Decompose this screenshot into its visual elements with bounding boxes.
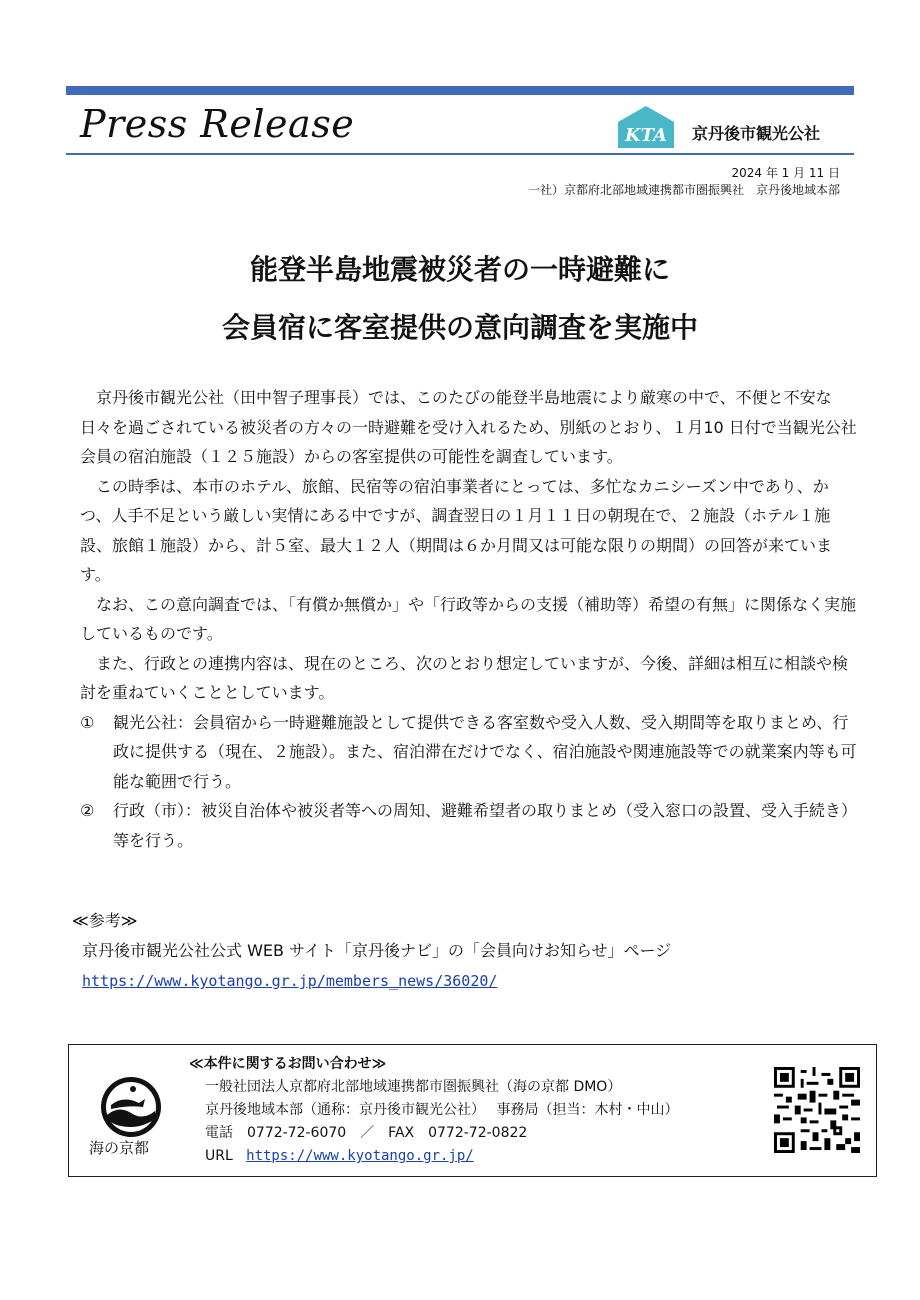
body-text bbox=[80, 383, 860, 855]
press-release-label: Press Release bbox=[80, 102, 355, 146]
contact-url-link[interactable]: https://www.kyotango.gr.jp/ bbox=[246, 1148, 474, 1164]
seal-label: 海の京都 bbox=[89, 1139, 150, 1157]
contact-box bbox=[68, 1044, 877, 1177]
list-item-number: ② bbox=[80, 801, 95, 820]
headline-line-2: 会員宿に客室提供の意向調査を実施中 bbox=[221, 311, 698, 344]
paragraph-3: なお、この意向調査では、「有償か無償か」や「行政等からの支援（補助等）希望の有無」に関係なく実施しているものです。 bbox=[80, 594, 857, 643]
reference-heading: ≪参考≫ bbox=[72, 911, 138, 930]
umi-no-kyoto-logo-icon bbox=[99, 1075, 163, 1139]
list-item bbox=[80, 708, 860, 797]
header-accent-bar bbox=[66, 86, 854, 95]
qr-code-icon bbox=[774, 1067, 860, 1153]
reference-section bbox=[72, 906, 671, 996]
contact-phone-fax: 電話 0772-72-6070 ／ FAX 0772-72-0822 bbox=[205, 1125, 528, 1141]
contact-org: 一般社団法人京都府北部地域連携都市圏振興社（海の京都 DMO） bbox=[205, 1079, 622, 1095]
list-item-text: 行政（市）：被災自治体や被災者等への周知、避難希望者の取りまとめ（受入窓口の設置、受入手続き）等を行う。 bbox=[113, 801, 858, 850]
release-date: 2024 年 1 月 11 日 bbox=[731, 166, 840, 180]
contact-dept: 京丹後地域本部（通称：京丹後市観光公社） 事務局（担当：木村・中山） bbox=[205, 1102, 679, 1118]
paragraph-1: 京丹後市観光公社（田中智子理事長）では、このたびの能登半島地震により厳寒の中で、不便と不安な日々を過ごされている被災者の方々の一時避難を受け入れるため、別紙のとおり、１月10 日付で当観光公社会員の宿泊施設（１２５施設）からの客室提供の可能性を調査しています。 bbox=[80, 388, 857, 466]
kta-logo-icon bbox=[616, 104, 676, 150]
paragraph-4: また、行政との連携内容は、現在のところ、次のとおり想定していますが、今後、詳細は相互に相談や検討を重ねていくこととしています。 bbox=[80, 653, 849, 702]
paragraph-2: この時季は、本市のホテル、旅館、民宿等の宿泊事業者にとっては、多忙なカニシーズン中であり、かつ、人手不足という厳しい実情にある中ですが、調査翌日の１月１１日の朝現在で、２施設（ホテル１施設、旅館１施設）から、計５室、最大１２人（期間は６か月間又は可能な限りの期間）の回答が来ています。 bbox=[80, 476, 833, 584]
issuer-line: 一社）京都府北部地域連携都市圏振興社 京丹後地域本部 bbox=[527, 183, 840, 197]
reference-text: 京丹後市観光公社公式 WEB サイト「京丹後ナビ」の「会員向けお知らせ」ページ bbox=[82, 941, 672, 960]
reference-link[interactable]: https://www.kyotango.gr.jp/members_news/36020/ bbox=[82, 972, 498, 990]
header-divider bbox=[66, 153, 854, 155]
contact-heading: ≪本件に関するお問い合わせ≫ bbox=[189, 1056, 387, 1072]
org-name: 京丹後市観光公社 bbox=[692, 124, 821, 143]
coordination-list bbox=[80, 708, 860, 856]
contact-text bbox=[187, 1053, 678, 1168]
contact-url-label: URL bbox=[205, 1148, 233, 1164]
list-item-number: ① bbox=[80, 712, 95, 732]
logo-text: KTA bbox=[624, 125, 668, 146]
headline-line-1: 能登半島地震被災者の一時避難に bbox=[249, 253, 670, 286]
list-item-text: 観光公社：会員宿から一時避難施設として提供できる客室数や受入人数、受入期間等を取りまとめ、行政に提供する（現在、２施設）。また、宿泊滞在だけでなく、宿泊施設や関連施設等での就業案内等も可能な範囲で行う。 bbox=[113, 712, 857, 791]
list-item bbox=[80, 796, 860, 855]
